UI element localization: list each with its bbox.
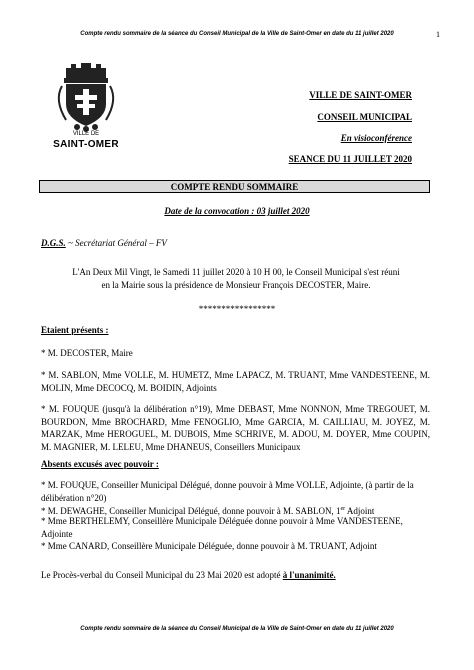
intro-line-1: L'An Deux Mil Vingt, le Samedi 11 juillet 2020 à 10 H 00, le Conseil Municipal s'est réuni — [72, 267, 400, 277]
title-city: VILLE DE SAINT-OMER — [309, 90, 412, 100]
title-videoconference: En visioconférence — [340, 133, 412, 143]
intro-line-2: en la Mairie sous la présidence de Monsieur François DECOSTER, Maire. — [101, 280, 371, 290]
pv-unanimity: à l'unanimité. — [282, 570, 336, 580]
absent-item-2-end: Adjoint — [345, 506, 375, 516]
logo-text-saint-omer: SAINT-OMER — [53, 139, 119, 150]
coat-of-arms-icon — [44, 60, 128, 132]
present-councillors: * M. FOUQUE (jusqu'à la délibération n°19), Mme DEBAST, Mme NONNON, Mme TREGOUET, M. BOURDON, Mme BROCHARD, Mme FENOGLIO, Mme GARCIA, M. CAILLIAU, M. JOYEZ, M. MARZAK, Mme HEROGUEL, M. DUBOIS, Mme SCHRIVE, M. ADOU, M. DOYER, Mme COUPIN, M. MAGNIER, M. LELEU, Mme DHANEUS, Conseillers Municipaux — [41, 404, 430, 452]
convocation-date: Date de la convocation : 03 juillet 2020 — [164, 206, 310, 216]
page-number: 1 — [436, 30, 440, 39]
present-adjoints: * M. SABLON, Mme VOLLE, M. HUMETZ, Mme LAPACZ, M. TRUANT, Mme VANDESTEENE, M. MOLIN, Mme DECOCQ, M. BOIDIN, Adjoints — [41, 370, 430, 393]
running-header: Compte rendu sommaire de la séance du Conseil Municipal de la Ville de Saint-Omer en date du 11 juillet 2020 — [80, 31, 394, 37]
absent-item-1: * M. FOUQUE, Conseiller Municipal Délégué, donne pouvoir à Mme VOLLE, Adjointe, (à partir de la délibération n°20) — [41, 480, 414, 503]
pv-adoption — [41, 569, 430, 582]
absent-item-2-sup: er — [340, 506, 346, 512]
dgs-label: D.G.S. — [41, 238, 66, 248]
absent-item-2-main: * M. DEWAGHE, Conseiller Municipal Délégué, donne pouvoir à M. SABLON, 1 — [41, 506, 341, 516]
title-session-date: SEANCE DU 11 JUILLET 2020 — [288, 154, 412, 164]
present-heading: Etaient présents : — [41, 325, 109, 335]
dgs-line — [41, 238, 167, 248]
present-mayor: * M. DECOSTER, Maire — [41, 348, 133, 358]
intro-paragraph — [60, 266, 412, 292]
separator-stars: ***************** — [198, 304, 276, 314]
pv-text: Le Procès-verbal du Conseil Municipal du 23 Mai 2020 est adopté — [41, 570, 283, 580]
running-footer: Compte rendu sommaire de la séance du Conseil Municipal de la Ville de Saint-Omer en date du 11 juillet 2020 — [80, 626, 394, 632]
title-council: CONSEIL MUNICIPAL — [317, 112, 412, 122]
document-title-box: COMPTE RENDU SOMMAIRE — [39, 180, 430, 193]
absent-heading: Absents excusés avec pouvoir : — [41, 459, 159, 469]
dgs-text: ~ Secrétariat Général – FV — [65, 238, 167, 248]
logo-text-ville-de: VILLE DE — [72, 131, 100, 137]
absent-item-4: * Mme CANARD, Conseillère Municipale Déléguée, donne pouvoir à M. TRUANT, Adjoint — [41, 541, 377, 551]
absent-item-3: * Mme BERTHELEMY, Conseillère Municipale Déléguée donne pouvoir à Mme VANDESTEENE, Adjointe — [41, 516, 403, 539]
